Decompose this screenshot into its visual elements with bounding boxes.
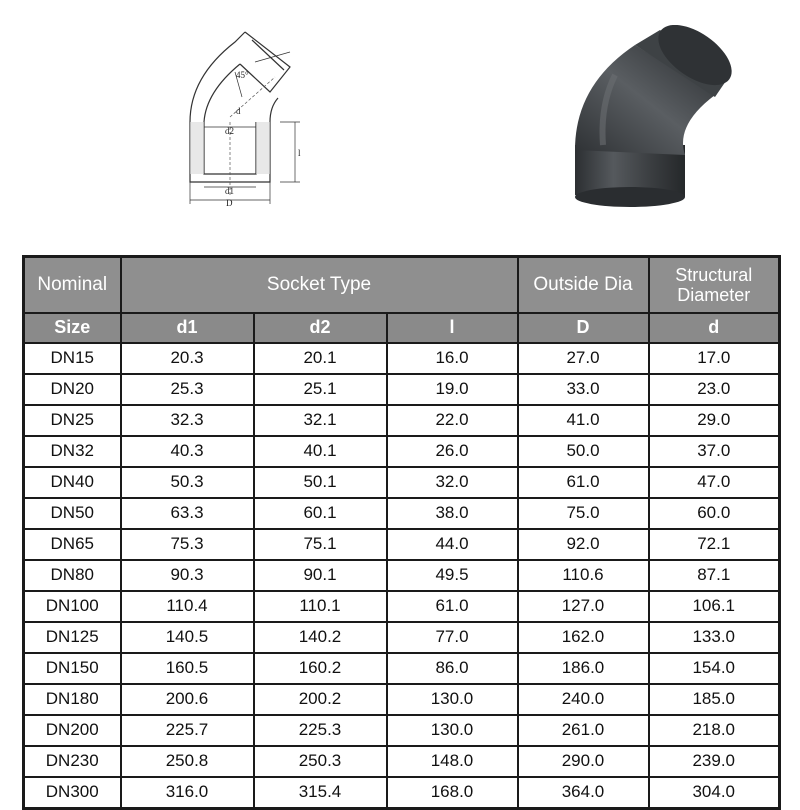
table-row — [24, 653, 780, 684]
cell-l: 168.0 — [387, 777, 518, 809]
subheader-row — [24, 313, 780, 343]
table-row — [24, 374, 780, 405]
table-row — [24, 498, 780, 529]
cell-d: 37.0 — [649, 436, 780, 467]
elbow-product-image — [555, 25, 745, 225]
cell-D: 50.0 — [518, 436, 649, 467]
cell-d: 133.0 — [649, 622, 780, 653]
cell-D: 186.0 — [518, 653, 649, 684]
D-label: D — [226, 198, 233, 207]
cell-d2: 90.1 — [254, 560, 387, 591]
cell-size: DN25 — [24, 405, 121, 436]
cell-d2: 160.2 — [254, 653, 387, 684]
cell-l: 130.0 — [387, 684, 518, 715]
cell-l: 32.0 — [387, 467, 518, 498]
cell-d1: 20.3 — [121, 343, 254, 374]
table-row — [24, 622, 780, 653]
cell-l: 61.0 — [387, 591, 518, 622]
cell-l: 19.0 — [387, 374, 518, 405]
cell-D: 92.0 — [518, 529, 649, 560]
cell-d2: 110.1 — [254, 591, 387, 622]
cell-l: 49.5 — [387, 560, 518, 591]
cell-d: 29.0 — [649, 405, 780, 436]
cell-d: 60.0 — [649, 498, 780, 529]
cell-l: 26.0 — [387, 436, 518, 467]
cell-d2: 20.1 — [254, 343, 387, 374]
angle-label: 45° — [236, 70, 249, 80]
cell-l: 16.0 — [387, 343, 518, 374]
cell-d2: 32.1 — [254, 405, 387, 436]
cell-d1: 63.3 — [121, 498, 254, 529]
cell-d2: 75.1 — [254, 529, 387, 560]
l-label: l — [298, 148, 301, 158]
cell-l: 22.0 — [387, 405, 518, 436]
cell-d: 185.0 — [649, 684, 780, 715]
header-structural-diameter — [649, 257, 780, 313]
subheader-d: d — [649, 313, 780, 343]
cell-D: 61.0 — [518, 467, 649, 498]
cell-l: 86.0 — [387, 653, 518, 684]
table-row — [24, 715, 780, 746]
cell-d1: 75.3 — [121, 529, 254, 560]
header-structural-line2: Diameter — [677, 284, 751, 305]
cell-d: 23.0 — [649, 374, 780, 405]
cell-d2: 25.1 — [254, 374, 387, 405]
table-row — [24, 777, 780, 809]
header-outside-dia: Outside Dia — [518, 257, 649, 313]
d2-label: d2 — [225, 126, 234, 136]
cell-d: 304.0 — [649, 777, 780, 809]
table-row — [24, 405, 780, 436]
cell-size: DN32 — [24, 436, 121, 467]
cell-size: DN300 — [24, 777, 121, 809]
cell-d1: 316.0 — [121, 777, 254, 809]
table-row — [24, 529, 780, 560]
cell-size: DN230 — [24, 746, 121, 777]
cell-D: 75.0 — [518, 498, 649, 529]
table-row — [24, 591, 780, 622]
cell-d1: 160.5 — [121, 653, 254, 684]
cell-l: 130.0 — [387, 715, 518, 746]
cell-D: 33.0 — [518, 374, 649, 405]
cell-l: 38.0 — [387, 498, 518, 529]
cell-D: 240.0 — [518, 684, 649, 715]
cell-d1: 250.8 — [121, 746, 254, 777]
cell-size: DN100 — [24, 591, 121, 622]
subheader-d2: d2 — [254, 313, 387, 343]
subheader-d1: d1 — [121, 313, 254, 343]
cell-d2: 250.3 — [254, 746, 387, 777]
cell-d: 17.0 — [649, 343, 780, 374]
cell-d: 47.0 — [649, 467, 780, 498]
cell-d1: 225.7 — [121, 715, 254, 746]
cell-size: DN65 — [24, 529, 121, 560]
header-socket-type: Socket Type — [121, 257, 518, 313]
cell-size: DN40 — [24, 467, 121, 498]
table-row — [24, 343, 780, 374]
cell-d1: 200.6 — [121, 684, 254, 715]
cell-d: 154.0 — [649, 653, 780, 684]
subheader-l: l — [387, 313, 518, 343]
cell-d1: 25.3 — [121, 374, 254, 405]
d-label: d — [236, 106, 241, 116]
subheader-size: Size — [24, 313, 121, 343]
cell-d2: 315.4 — [254, 777, 387, 809]
cell-d2: 140.2 — [254, 622, 387, 653]
cell-d2: 225.3 — [254, 715, 387, 746]
cell-D: 41.0 — [518, 405, 649, 436]
cell-D: 110.6 — [518, 560, 649, 591]
cell-size: DN125 — [24, 622, 121, 653]
cell-l: 44.0 — [387, 529, 518, 560]
cell-size: DN180 — [24, 684, 121, 715]
header-row — [24, 257, 780, 313]
cell-D: 364.0 — [518, 777, 649, 809]
cell-d1: 50.3 — [121, 467, 254, 498]
cell-D: 162.0 — [518, 622, 649, 653]
cell-d1: 110.4 — [121, 591, 254, 622]
cell-d: 72.1 — [649, 529, 780, 560]
cell-d1: 32.3 — [121, 405, 254, 436]
cell-d2: 200.2 — [254, 684, 387, 715]
cell-d1: 140.5 — [121, 622, 254, 653]
cell-D: 290.0 — [518, 746, 649, 777]
cell-size: DN150 — [24, 653, 121, 684]
cell-d1: 90.3 — [121, 560, 254, 591]
cell-d: 218.0 — [649, 715, 780, 746]
table-body — [24, 343, 780, 809]
d1-label: d1 — [225, 186, 234, 196]
cell-l: 77.0 — [387, 622, 518, 653]
header-nominal: Nominal — [24, 257, 121, 313]
subheader-D: D — [518, 313, 649, 343]
table-row — [24, 436, 780, 467]
cell-d2: 40.1 — [254, 436, 387, 467]
cell-d2: 60.1 — [254, 498, 387, 529]
cell-D: 27.0 — [518, 343, 649, 374]
cell-d2: 50.1 — [254, 467, 387, 498]
header-structural-line1: Structural — [675, 264, 753, 285]
cell-d: 239.0 — [649, 746, 780, 777]
cell-l: 148.0 — [387, 746, 518, 777]
cell-size: DN20 — [24, 374, 121, 405]
cell-size: DN200 — [24, 715, 121, 746]
cell-size: DN15 — [24, 343, 121, 374]
cell-d: 87.1 — [649, 560, 780, 591]
table-row — [24, 746, 780, 777]
cell-d1: 40.3 — [121, 436, 254, 467]
table-row — [24, 467, 780, 498]
cell-size: DN50 — [24, 498, 121, 529]
technical-drawing — [180, 22, 330, 207]
table-row — [24, 560, 780, 591]
cell-d: 106.1 — [649, 591, 780, 622]
cell-D: 127.0 — [518, 591, 649, 622]
cell-D: 261.0 — [518, 715, 649, 746]
table-row — [24, 684, 780, 715]
cell-size: DN80 — [24, 560, 121, 591]
spec-table — [22, 255, 781, 810]
